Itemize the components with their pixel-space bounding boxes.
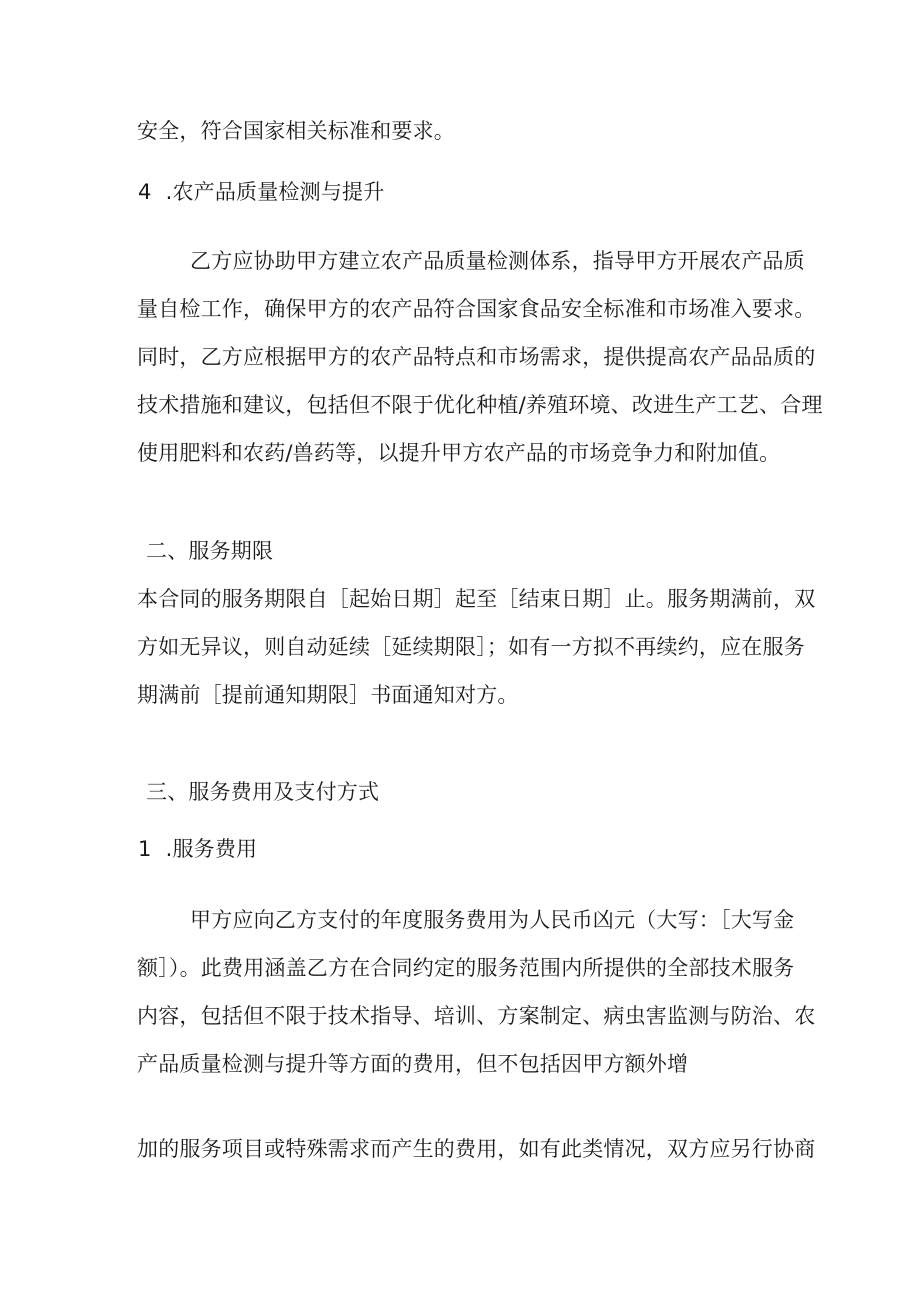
section-3-item-1-number: 1 xyxy=(138,837,152,861)
section-3-item-1-heading xyxy=(138,835,257,863)
section-3-paragraph-line: 甲方应向乙方支付的年度服务费用为人民币凶元（大写：［大写金 xyxy=(190,908,795,932)
item-4-number: 4 xyxy=(138,180,152,204)
item-4-paragraph-line: 乙方应协助甲方建立农产品质量检测体系，指导甲方开展农产品质 xyxy=(190,249,805,273)
item-4-heading xyxy=(138,178,384,206)
section-3-paragraph-line: 内容，包括但不限于技术指导、培训、方案制定、病虫害监测与防治、农 xyxy=(137,1004,816,1028)
item-4-paragraph-line: 同时，乙方应根据甲方的农产品特点和市场需求，提供提高农产品品质的 xyxy=(137,345,816,369)
item-4-paragraph-line: 技术措施和建议，包括但不限于优化种植/养殖环境、改进生产工艺、合理 xyxy=(137,393,823,417)
section-3-item-1-title: .服务费用 xyxy=(165,837,258,861)
continuation-line: 安全，符合国家相关标准和要求。 xyxy=(137,119,455,143)
section-2-paragraph-line: 方如无异议，则自动延续［延续期限］；如有一方拟不再续约，应在服务 xyxy=(137,635,805,659)
section-2-paragraph-line: 期满前［提前通知期限］书面通知对方。 xyxy=(137,683,519,707)
item-4-title: .农产品质量检测与提升 xyxy=(165,180,385,204)
section-3-heading: 三、服务费用及支付方式 xyxy=(146,780,380,804)
section-2-heading: 二、服务期限 xyxy=(146,539,274,563)
item-4-paragraph-line: 量自检工作，确保甲方的农产品符合国家食品安全标准和市场准入要求。 xyxy=(137,297,816,321)
section-3-paragraph-line: 额］）。此费用涵盖乙方在合同约定的服务范围内所提供的全部技术服务 xyxy=(137,956,795,980)
section-2-paragraph-line: 本合同的服务期限自［起始日期］起至［结束日期］止。服务期满前，双 xyxy=(137,587,816,611)
section-3-paragraph-line: 产品质量检测与提升等方面的费用，但不包括因甲方额外增 xyxy=(137,1052,689,1076)
item-4-paragraph-line: 使用肥料和农药/兽药等，以提升甲方农产品的市场竞争力和附加值。 xyxy=(137,441,781,465)
section-3-continued-line: 加的服务项目或特殊需求而产生的费用，如有此类情况，双方应另行协商 xyxy=(137,1137,816,1161)
